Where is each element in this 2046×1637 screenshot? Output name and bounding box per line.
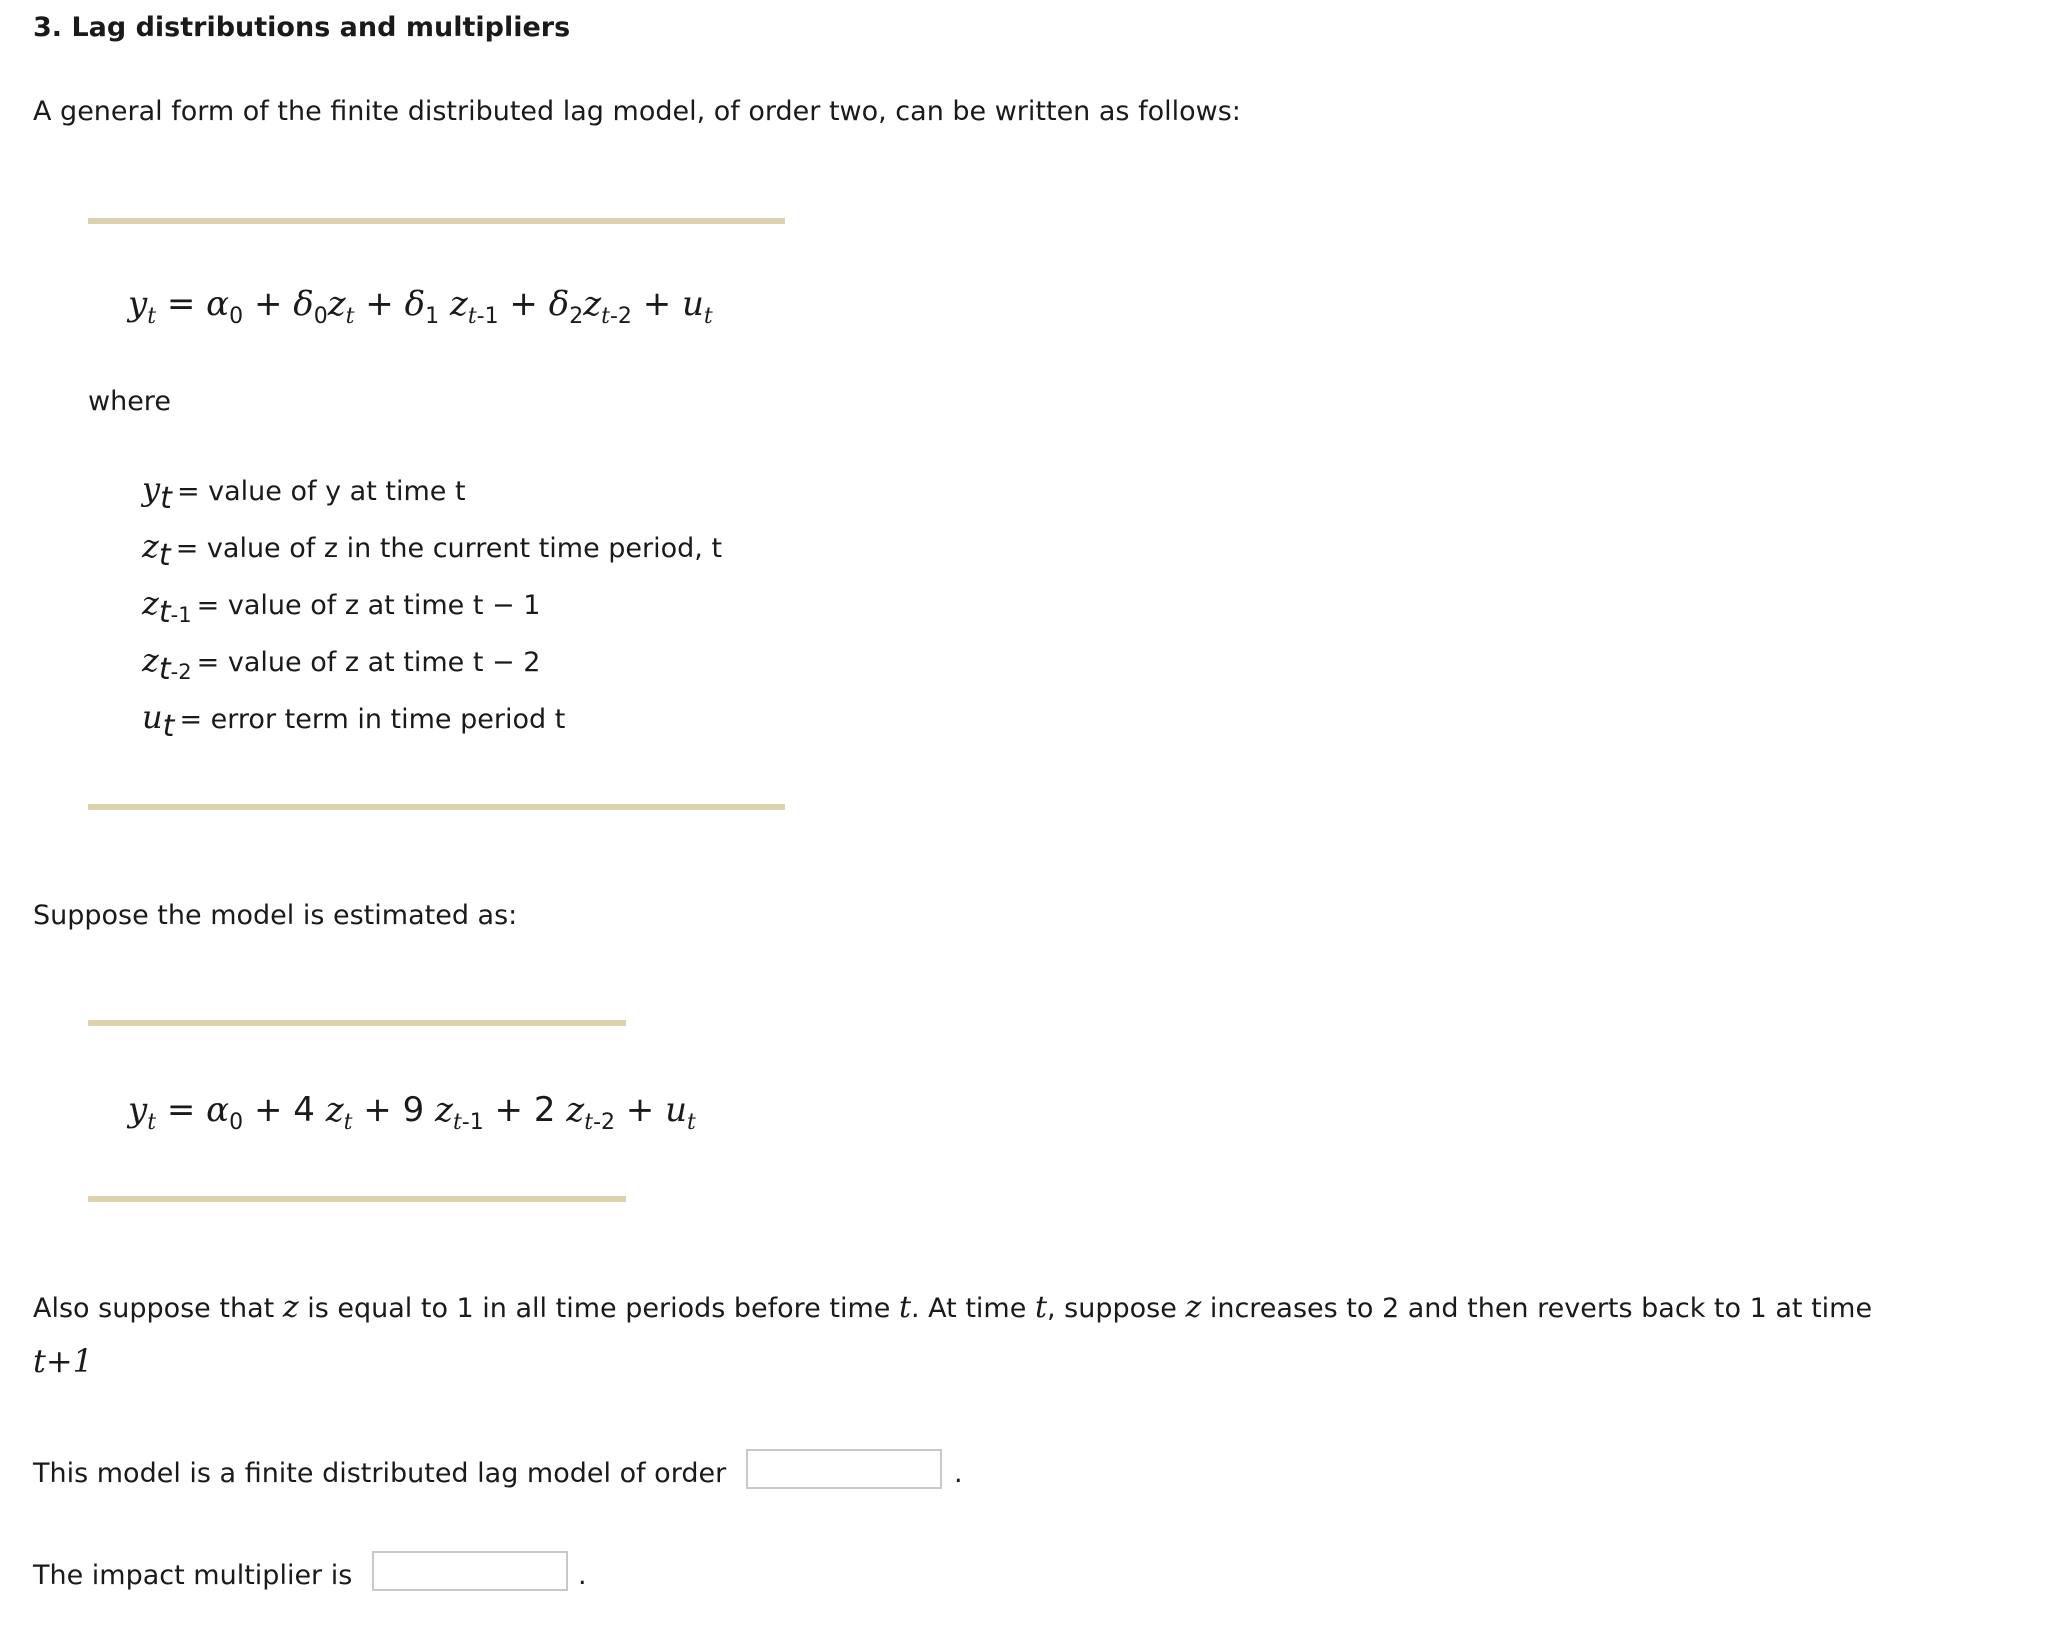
suppose-estimated-text: Suppose the model is estimated as: — [33, 900, 518, 931]
where-label: where — [88, 386, 171, 417]
def-z-text: = value of z in the current time period, t — [175, 533, 723, 564]
also-suppose-text: Also suppose that z is equal to 1 in all time periods before time t. At time t, suppose z increases to 2 and then reverts back to 1 at time — [33, 1290, 1873, 1325]
coef-z-t: 4 — [293, 1090, 315, 1130]
question-order-period: . — [954, 1458, 963, 1489]
def-y-text: = value of y at time t — [176, 476, 466, 507]
also-suppose-part5: increases to 2 and then reverts back to 1 at time — [1209, 1293, 1873, 1324]
estimated-equation: $y_t = \alpha_0 + 4$ $z_t + 9$ $z_{t-1} + 2$ $z_{t-2} + u_t$ — [128, 1090, 696, 1135]
def-z-lag1: $z_{t-1}$ = value of z at time t − 1 — [142, 584, 541, 630]
also-suppose-part4: , suppose — [1047, 1293, 1177, 1324]
section-title: 3. Lag distributions and multipliers — [33, 12, 571, 43]
question-impact-period: . — [578, 1560, 587, 1591]
general-equation: $y_t = \alpha_0 + \delta_0z_t + \delta_1$ $z_{t-1} + \delta_2z_{t-2} + u_t$ — [128, 284, 713, 329]
order-answer-input[interactable] — [746, 1449, 942, 1489]
also-suppose-part3: . At time — [911, 1293, 1027, 1324]
bottom-rule-estimated — [88, 1196, 626, 1202]
def-z-lag2: $z_{t-2}$ = value of z at time t − 2 — [142, 641, 541, 687]
intro-text: A general form of the finite distributed lag model, of order two, can be written as follows: — [33, 96, 1241, 127]
coef-z-t-2: 2 — [533, 1090, 556, 1130]
def-y: $y_t$ = value of y at time t — [142, 470, 466, 516]
def-z-lag1-text: = value of z at time t − 1 — [196, 590, 541, 621]
def-u-text: = error term in time period t — [179, 704, 566, 735]
also-suppose-part2: is equal to 1 in all time periods before time — [307, 1293, 891, 1324]
top-rule-estimated — [88, 1020, 626, 1026]
coef-z-t-1: 9 — [402, 1090, 425, 1130]
def-z-lag2-text: = value of z at time t − 2 — [196, 647, 541, 678]
question-impact-label: The impact multiplier is — [33, 1560, 353, 1591]
question-order-label: This model is a finite distributed lag model of order — [33, 1458, 727, 1489]
impact-multiplier-input[interactable] — [372, 1551, 568, 1591]
def-z: $z_t$ = value of z in the current time period, t — [142, 527, 723, 573]
bottom-rule-general — [88, 804, 785, 810]
also-suppose-line2: t+1 — [33, 1342, 94, 1380]
def-u: $u_t$ = error term in time period t — [142, 698, 566, 744]
also-suppose-part1: Also suppose that — [33, 1293, 275, 1324]
top-rule-general — [88, 218, 785, 224]
